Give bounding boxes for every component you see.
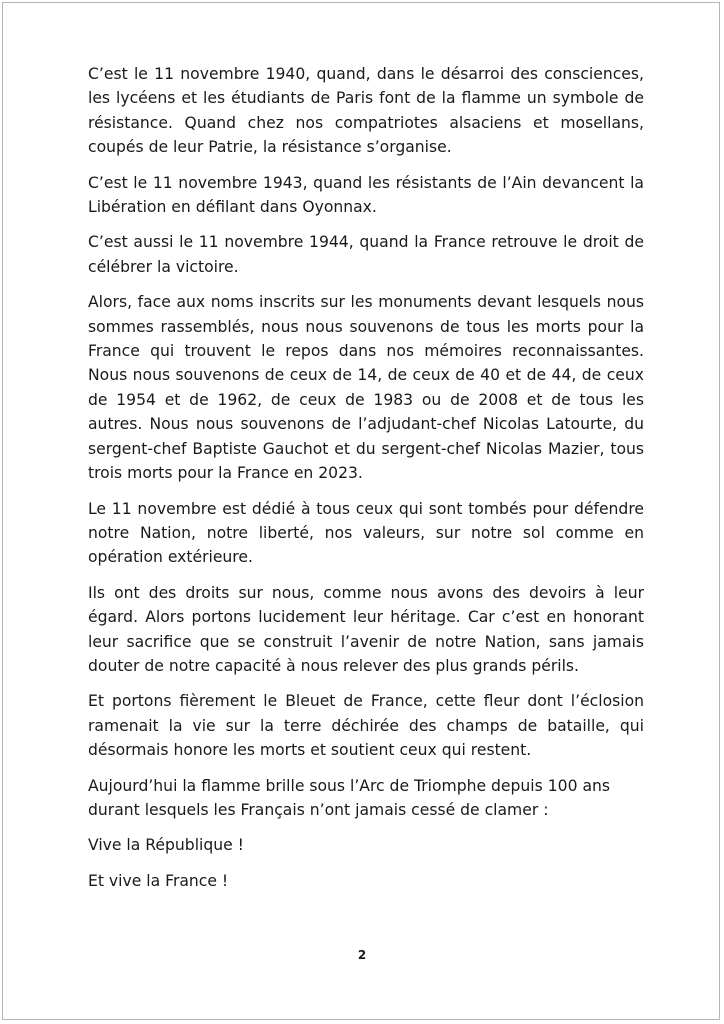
paragraph-1944: C’est aussi le 11 novembre 1944, quand la France retrouve le droit de célébrer la victoire. (88, 233, 644, 276)
paragraph-duties: Ils ont des droits sur nous, comme nous avons des devoirs à leur égard. Alors portons lucidement leur héritage. Car c’est en honorant leur sacrifice que se construit l’avenir de notre Nation, sans jamais douter de notre capacité à nous relever des plus grands périls. (88, 583, 644, 675)
closing-republique: Vive la République ! (88, 836, 244, 855)
paragraph-monuments: Alors, face aux noms inscrits sur les monuments devant lesquels nous sommes rassemblés, nous nous souvenons de tous les morts pour la France qui trouvent le repos dans nos mémoires reconnaissantes. Nous nous souvenons de ceux de 14, de ceux de 40 et de 44, de ceux de 1954 et de 1962, de ceux de 1983 ou de 2008 et de tous les autres. Nous nous souvenons de l’adjudant-chef Nicolas Latourte, du sergent-chef Baptiste Gauchot et du sergent-chef Nicolas Mazier, tous trois morts pour la France en 2023. (88, 293, 644, 483)
document-page (2, 2, 720, 1020)
paragraph-1943: C’est le 11 novembre 1943, quand les résistants de l’Ain devancent la Libération en défilant dans Oyonnax. (88, 173, 644, 217)
closing-france: Et vive la France ! (88, 871, 229, 890)
paragraph-1940: C’est le 11 novembre 1940, quand, dans le désarroi des consciences, les lycéens et les étudiants de Paris font de la flamme un symbole de résistance. Quand chez nos compatriotes alsaciens et mosellans, coupés de leur Patrie, la résistance s’organise. (88, 65, 644, 157)
page-number: 2 (357, 948, 367, 962)
document-body (88, 62, 644, 904)
paragraph-flame: Aujourd’hui la flamme brille sous l’Arc de Triomphe depuis 100 ans durant lesquels les Français n’ont jamais cessé de clamer : (88, 776, 611, 819)
paragraph-dedication: Le 11 novembre est dédié à tous ceux qui sont tombés pour défendre notre Nation, notre liberté, nos valeurs, sur notre sol comme en opération extérieure. (88, 499, 644, 567)
paragraph-bleuet: Et portons fièrement le Bleuet de France, cette fleur dont l’éclosion ramenait la vie sur la terre déchirée des champs de bataille, qui désormais honore les morts et soutient ceux qui restent. (88, 692, 644, 760)
